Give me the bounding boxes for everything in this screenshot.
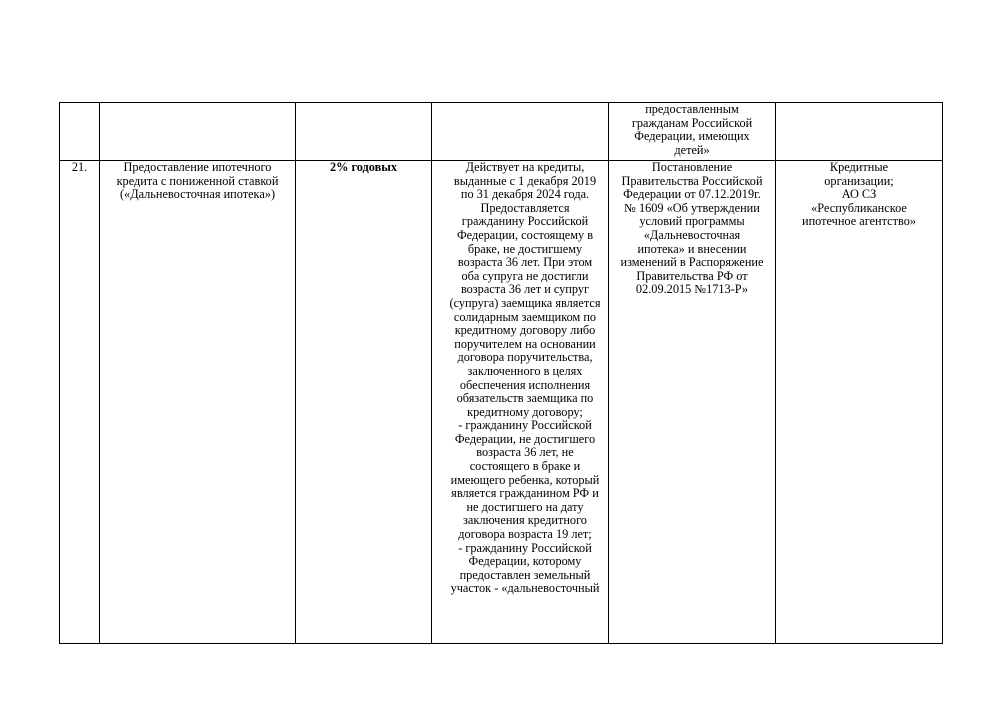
operator-text: Кредитные организации; АО СЗ «Республиканское ипотечное агентство» [801,160,917,229]
cell-legal-basis [609,103,776,161]
legal-basis-continuation-text: предоставленным гражданам Российской Федерации, имеющих детей» [631,102,753,157]
table-row-continuation [60,103,943,161]
cell-name [100,103,296,161]
cell-conditions [432,103,609,161]
conditions-text: Действует на кредиты, выданные с 1 декабря 2019 по 31 декабря 2024 года. Предоставляется гражданину Российской Федерации, состоящему в браке, не достигшему возраста 36 лет. При этом оба супруга не достигли возраста 36 лет и супруг (супруга) заемщика является солидарным заемщиком по кредитному договору либо поручителем на основании договора поручительства, заключенного в целях обеспечения исполнения обязательств заемщика по кредитному договору; - гражданину Российской Федерации, не достигшего возраста 36 лет, не состоящего в браке и имеющего ребенка, который является гражданином РФ и не достигшего на дату заключения кредитного договора возраста 19 лет; - гражданину Российской Федерации, которому предоставлен земельный участок - «дальневосточный [449,160,601,596]
cell-number [60,103,100,161]
cell-rate [296,161,432,644]
cell-number [60,161,100,644]
cell-name [100,161,296,644]
cell-operator [776,103,943,161]
cell-operator [776,161,943,644]
interest-rate: 2% годовых [329,160,398,174]
row-number: 21. [71,160,88,174]
measures-table [59,102,943,644]
table-row-21 [60,161,943,644]
cell-conditions [432,161,609,644]
measure-name: Предоставление ипотечного кредита с пониженной ставкой («Дальневосточная ипотека») [116,160,279,202]
legal-basis-text: Постановление Правительства Российской Федерации от 07.12.2019г. № 1609 «Об утверждении условий программы «Дальневосточная ипотека» и внесении изменений в Распоряжение Правительства РФ от 02.09.2015 №1713-Р» [620,160,764,297]
cell-legal-basis [609,161,776,644]
cell-rate [296,103,432,161]
